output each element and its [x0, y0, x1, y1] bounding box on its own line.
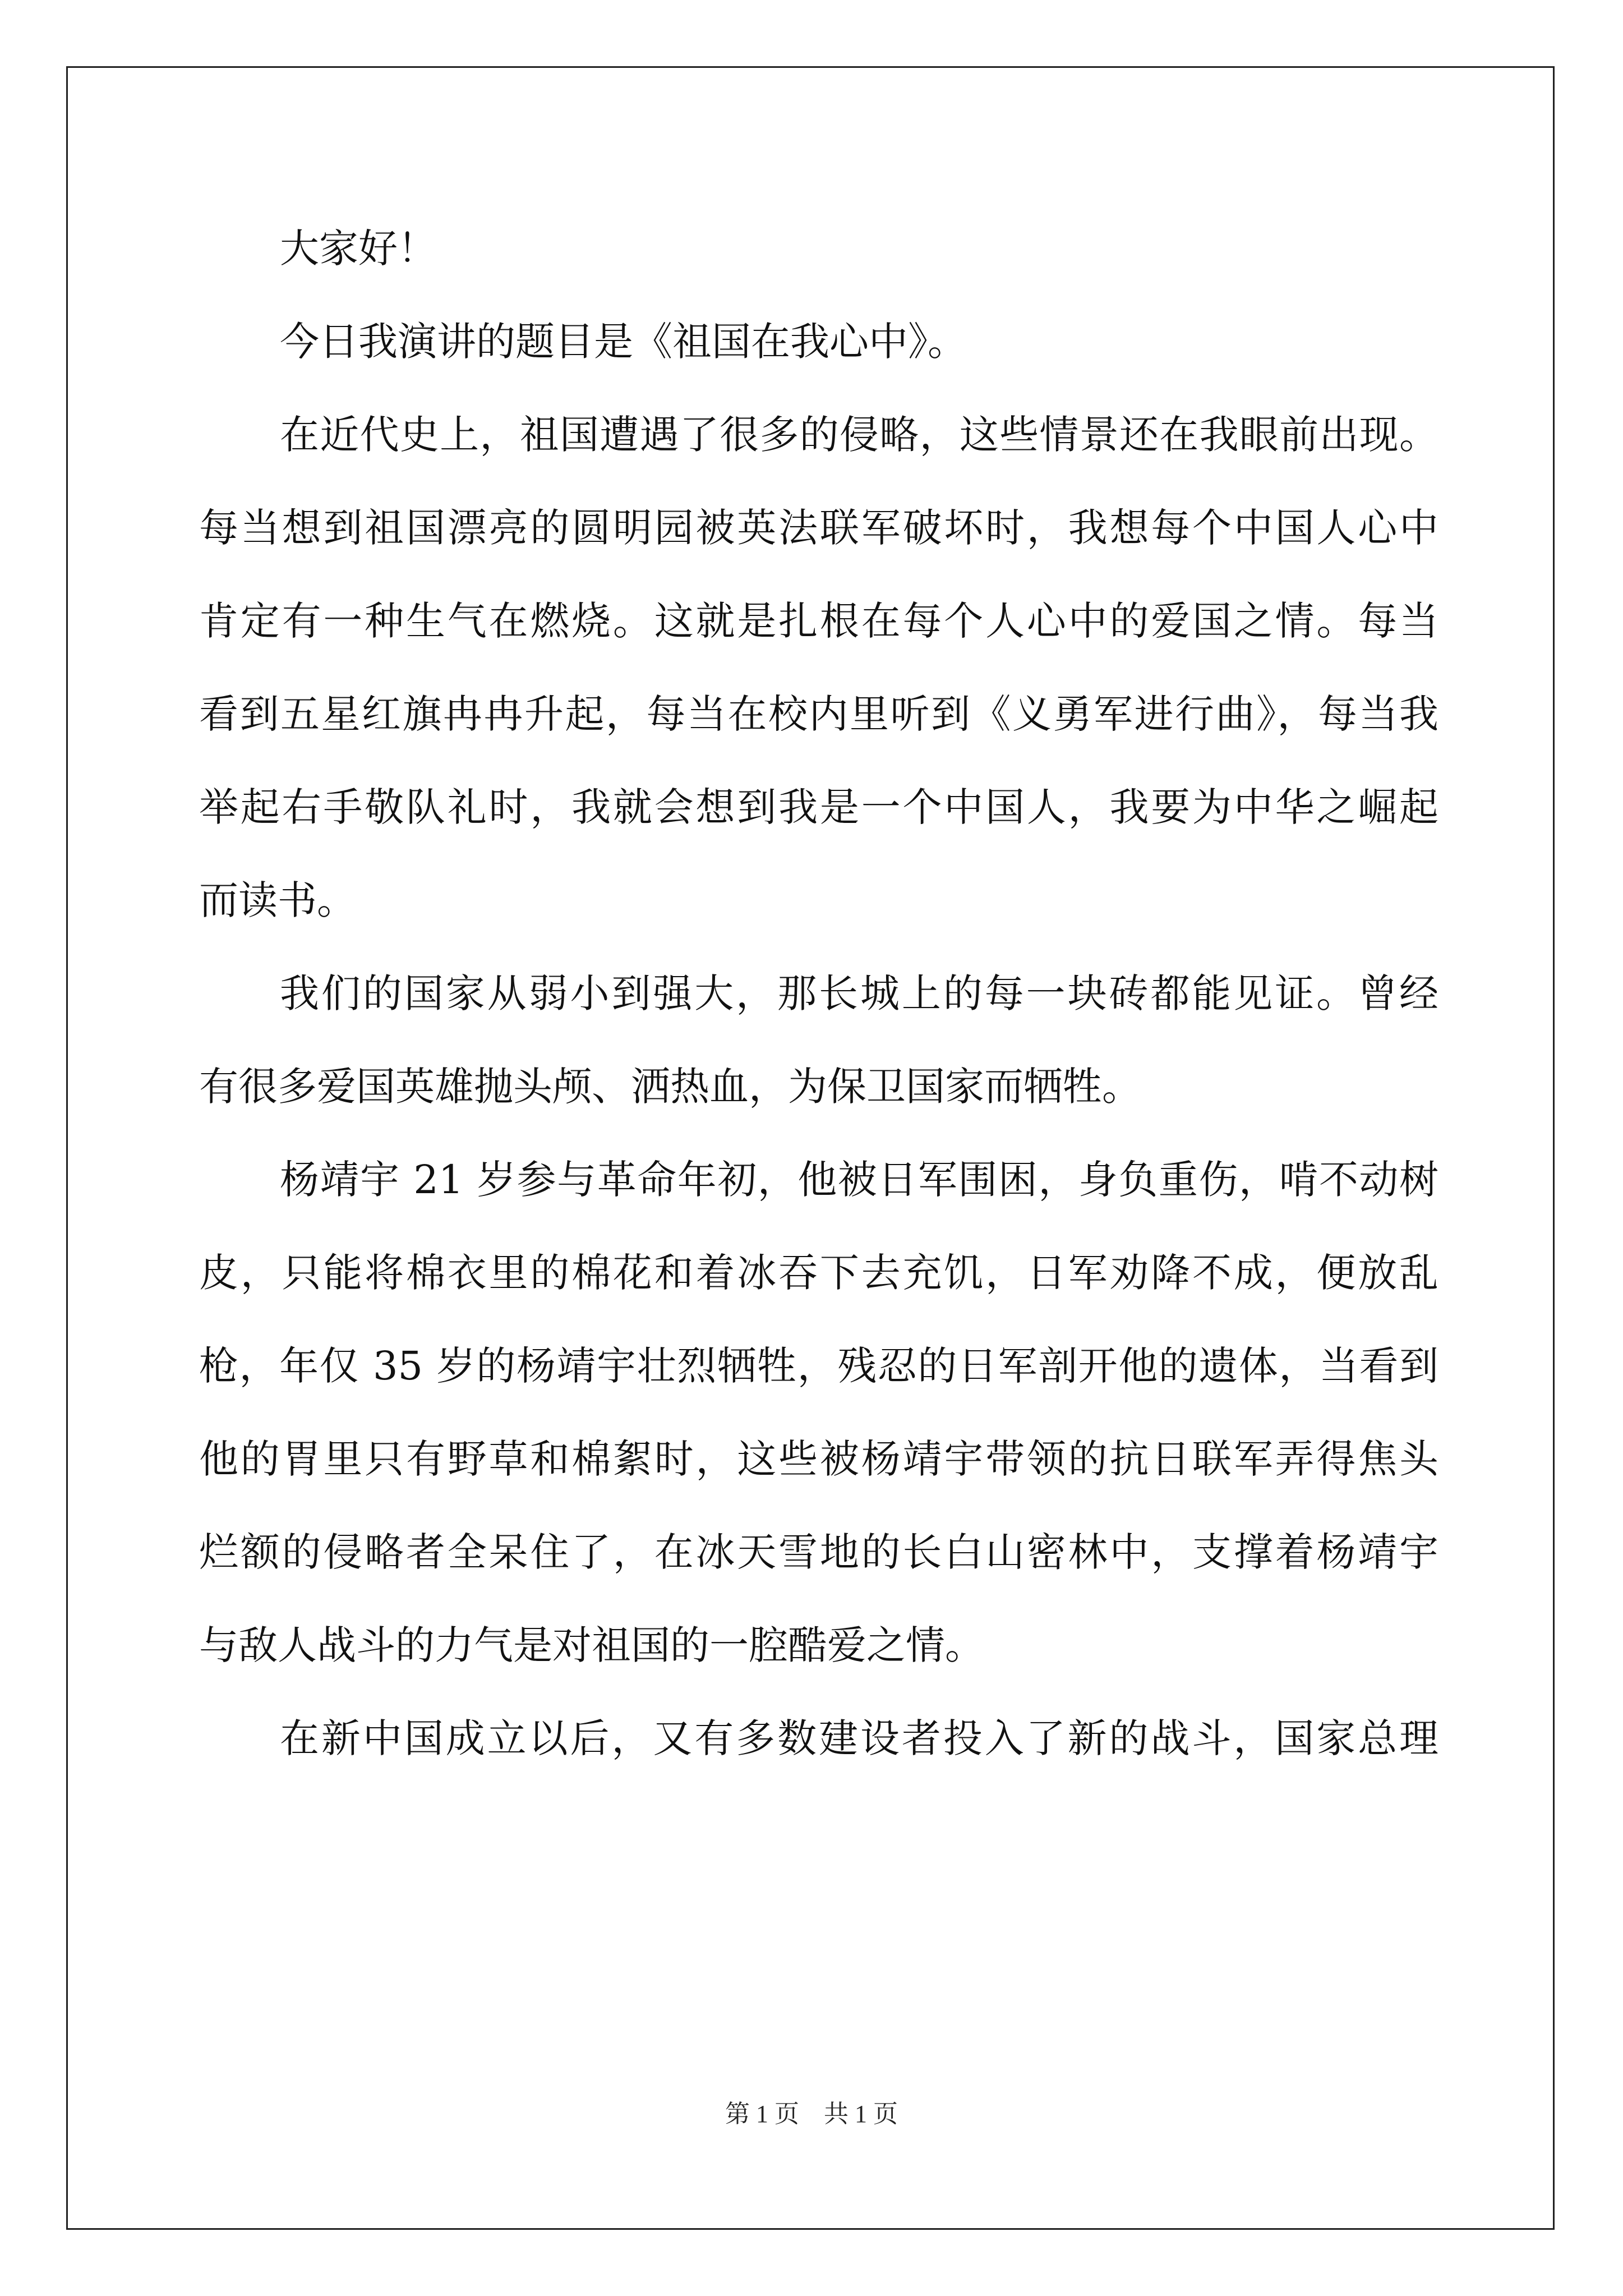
text-line: 烂额的侵略者全呆住了，在冰天雪地的长白山密林中，支撑着杨靖宇	[199, 1529, 1438, 1575]
text-line: 大家好！	[280, 226, 437, 272]
text-line: 而读书。	[199, 877, 356, 923]
text-line: 他的胃里只有野草和棉絮时，这些被杨靖宇带领的抗日联军弄得焦头	[199, 1436, 1438, 1482]
text-line: 皮，只能将棉衣里的棉花和着冰吞下去充饥，日军劝降不成，便放乱	[199, 1250, 1438, 1296]
text-line: 枪，年仅 35 岁的杨靖宇壮烈牺牲，残忍的日军剖开他的遗体，当看到	[199, 1343, 1438, 1389]
text-line: 有很多爱国英雄抛头颅、洒热血，为保卫国家而牺牲。	[199, 1064, 1141, 1110]
text-line: 杨靖宇 21 岁参与革命年初，他被日军围困，身负重伤，啃不动树	[280, 1157, 1438, 1203]
text-line: 每当想到祖国漂亮的圆明园被英法联军破坏时，我想每个中国人心中	[199, 505, 1438, 551]
text-line: 今日我演讲的题目是《祖国在我心中》。	[280, 319, 967, 365]
document-body	[199, 202, 1438, 1785]
text-line: 在近代史上，祖国遭遇了很多的侵略，这些情景还在我眼前出现。	[280, 412, 1438, 458]
text-line: 在新中国成立以后，又有多数建设者投入了新的战斗，国家总理	[280, 1715, 1438, 1761]
page-footer: 第 1 页 共 1 页	[725, 2100, 898, 2128]
text-line: 与敌人战斗的力气是对祖国的一腔酷爱之情。	[199, 1622, 984, 1668]
text-line: 我们的国家从弱小到强大，那长城上的每一块砖都能见证。曾经	[280, 970, 1438, 1016]
text-line: 肯定有一种生气在燃烧。这就是扎根在每个人心中的爱国之情。每当	[199, 598, 1438, 644]
text-line: 看到五星红旗冉冉升起，每当在校内里听到《义勇军进行曲》，每当我	[199, 691, 1438, 737]
text-line: 举起右手敬队礼时，我就会想到我是一个中国人，我要为中华之崛起	[199, 784, 1438, 830]
